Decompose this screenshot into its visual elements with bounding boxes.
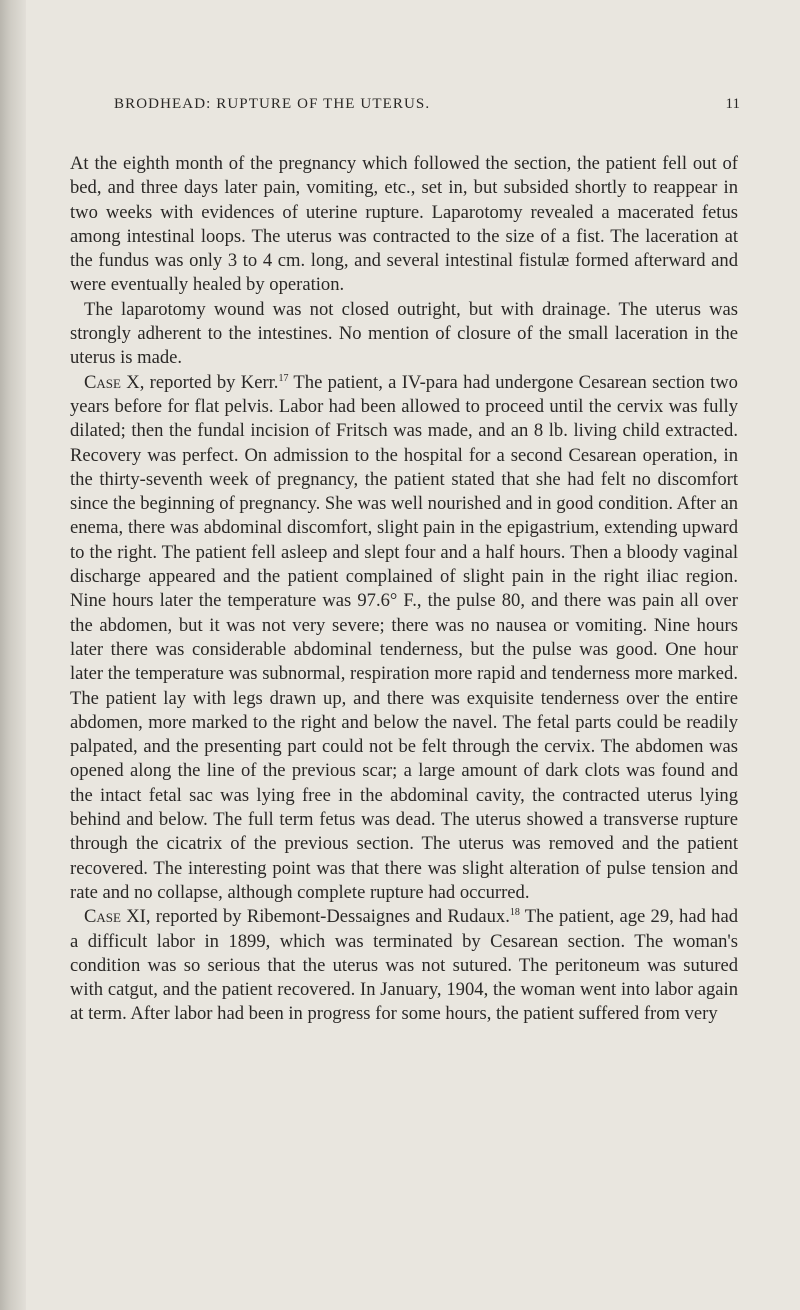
case-xi-label: Case XI <box>84 906 146 928</box>
case-x-paragraph <box>70 371 738 906</box>
footnote-ref-17: 17 <box>278 372 289 384</box>
case-xi-lead: , reported by Ribemont-Dessaignes and Rudaux. <box>145 906 510 928</box>
page-binding-shadow <box>0 0 26 1310</box>
paragraph-1 <box>70 152 738 298</box>
body-text <box>70 152 738 1027</box>
paragraph-2 <box>70 298 738 371</box>
case-x-lead: , reported by Kerr. <box>139 371 279 393</box>
paragraph-2-text: The laparotomy wound was not closed outright, but with drainage. The uterus was strongly adherent to the intestines. No mention of closure of the small laceration in the uterus is made. <box>70 298 738 369</box>
case-xi-paragraph <box>70 905 738 1026</box>
page-number: 11 <box>725 96 740 112</box>
case-xi-text: The patient, age 29, had had a difficult labor in 1899, which was terminated by Cesarean section. The woman's condition was so serious that the uterus was not sutured. The peritoneum was sutured with catgut, and the patient recovered. In January, 1904, the woman went into labor again at term. After labor had been in progress for some hours, the patient suffered from very <box>70 906 739 1025</box>
running-head <box>70 96 738 122</box>
case-x-label: Case X <box>84 371 140 393</box>
footnote-ref-18: 18 <box>509 907 520 919</box>
case-x-text: The patient, a IV-para had undergone Cesarean section two years before for flat pelvis. Labor had been allowed to proceed until the cervix was fully dilated; then the fundal incision of Fritsch was made, and an 8 lb. living child extracted. Recovery was perfect. On admission to the hospital for a second Cesarean operation, in the thirty-seventh week of pregnancy, the patient stated that she had felt no discomfort since the beginning of pregnancy. She was well nourished and in good condition. After an enema, there was abdominal discomfort, slight pain in the epigastrium, extending upward to the right. The patient fell asleep and slept four and a half hours. Then a bloody vaginal discharge appeared and the patient complained of slight pain in the right iliac region. Nine hours later the temperature was 97.6° F., the pulse 80, and there was pain all over the abdomen, but it was not very severe; there was no nausea or vomiting. Nine hours later there was considerable abdominal tenderness, but the pulse was good. One hour later the temperature was subnormal, respiration more rapid and tenderness more marked. The patient lay with legs drawn up, and there was exquisite tenderness over the entire abdomen, more marked to the right and below the navel. The fetal parts could be readily palpated, and the presenting part could not be felt through the cervix. The abdomen was opened along the line of the previous scar; a large amount of dark clots was found and the intact fetal sac was lying free in the abdominal cavity, the contracted uterus lying behind and below. The full term fetus was dead. The uterus showed a transverse rupture through the cicatrix of the previous section. The uterus was removed and the patient recovered. The interesting point was that there was slight alteration of pulse tension and rate and no collapse, although complete rupture had occurred. <box>70 371 739 903</box>
document-page <box>70 96 738 1027</box>
paragraph-1-text: At the eighth month of the pregnancy which followed the section, the patient fell out of bed, and three days later pain, vomiting, etc., set in, but subsided shortly to reappear in two weeks with evidences of uterine rupture. Laparotomy revealed a macerated fetus among intestinal loops. The uterus was contracted to the size of a fist. The laceration at the fundus was only 3 to 4 cm. long, and several intestinal fistulæ formed afterward and were eventually healed by operation. <box>70 153 738 296</box>
running-head-title: BRODHEAD: RUPTURE OF THE UTERUS. <box>114 96 431 112</box>
